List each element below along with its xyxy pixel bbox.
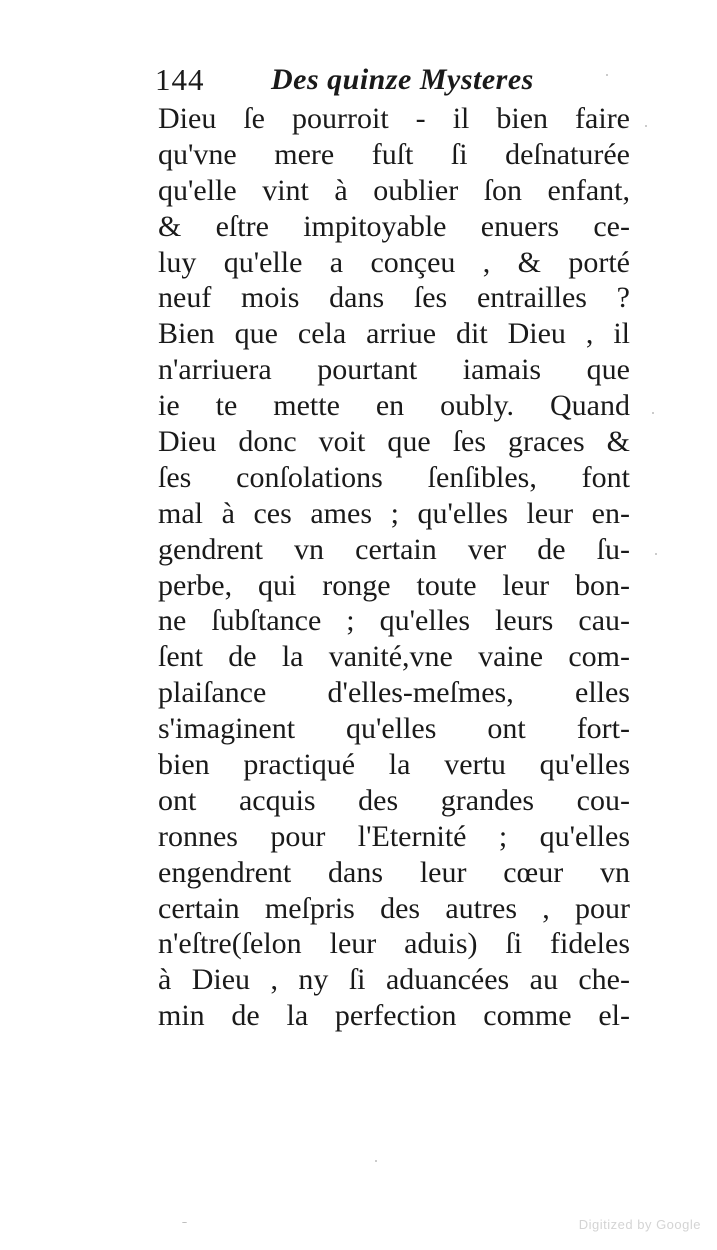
text-line: qu'elle vint à oublier ſon enfant, (158, 173, 630, 207)
text-line: n'eſtre(ſelon leur aduis) ſi fideles (158, 927, 630, 961)
print-speck (652, 412, 654, 414)
text-line: mal à ces ames ; qu'elles leur en- (158, 496, 630, 530)
page-number: 144 (155, 62, 205, 97)
text-line: ronnes pour l'Eternité ; qu'elles (158, 819, 630, 853)
text-line: gendrent vn certain ver de ſu- (158, 532, 630, 566)
text-line: ſes conſolations ſenſibles, font (158, 460, 630, 494)
text-line: à Dieu , ny ſi aduancées au che- (158, 963, 630, 997)
text-line: ſent de la vanité,vne vaine com- (158, 640, 630, 674)
text-line: luy qu'elle a conçeu , & porté (158, 245, 630, 279)
page-header (155, 60, 625, 100)
text-line: plaiſance d'elles-meſmes, elles (158, 676, 630, 710)
text-line: bien practiqué la vertu qu'elles (158, 748, 630, 782)
print-speck (645, 125, 647, 127)
print-speck (606, 74, 608, 76)
text-line: ne ſubſtance ; qu'elles leurs cau- (158, 604, 630, 638)
text-line: engendrent dans leur cœur vn (158, 855, 630, 889)
digitization-watermark: Digitized by Google (578, 1217, 701, 1232)
body-text (158, 101, 630, 1034)
text-line: ont acquis des grandes cou- (158, 783, 630, 817)
text-line: neuf mois dans ſes entrailles ? (158, 281, 630, 315)
text-line: & eſtre impitoyable enuers ce- (158, 209, 630, 243)
text-line: n'arriuera pourtant iamais que (158, 353, 630, 387)
text-line: s'imaginent qu'elles ont fort- (158, 712, 630, 746)
text-line: Dieu ſe pourroit - il bien faire (158, 102, 630, 135)
print-speck (655, 553, 657, 555)
running-title: Des quinze Mysteres (271, 63, 534, 96)
text-line: Bien que cela arriue dit Dieu , il (158, 317, 630, 351)
text-line: min de la perfection comme el- (158, 999, 630, 1033)
text-line: ie te mette en oubly. Quand (158, 389, 630, 423)
print-speck (375, 1160, 377, 1162)
text-line: certain meſpris des autres , pour (158, 891, 630, 925)
text-line: Dieu donc voit que ſes graces & (158, 425, 630, 459)
print-speck (182, 1222, 187, 1223)
text-line: qu'vne mere fuſt ſi deſnaturée (158, 137, 630, 171)
text-line: perbe, qui ronge toute leur bon- (158, 568, 630, 602)
